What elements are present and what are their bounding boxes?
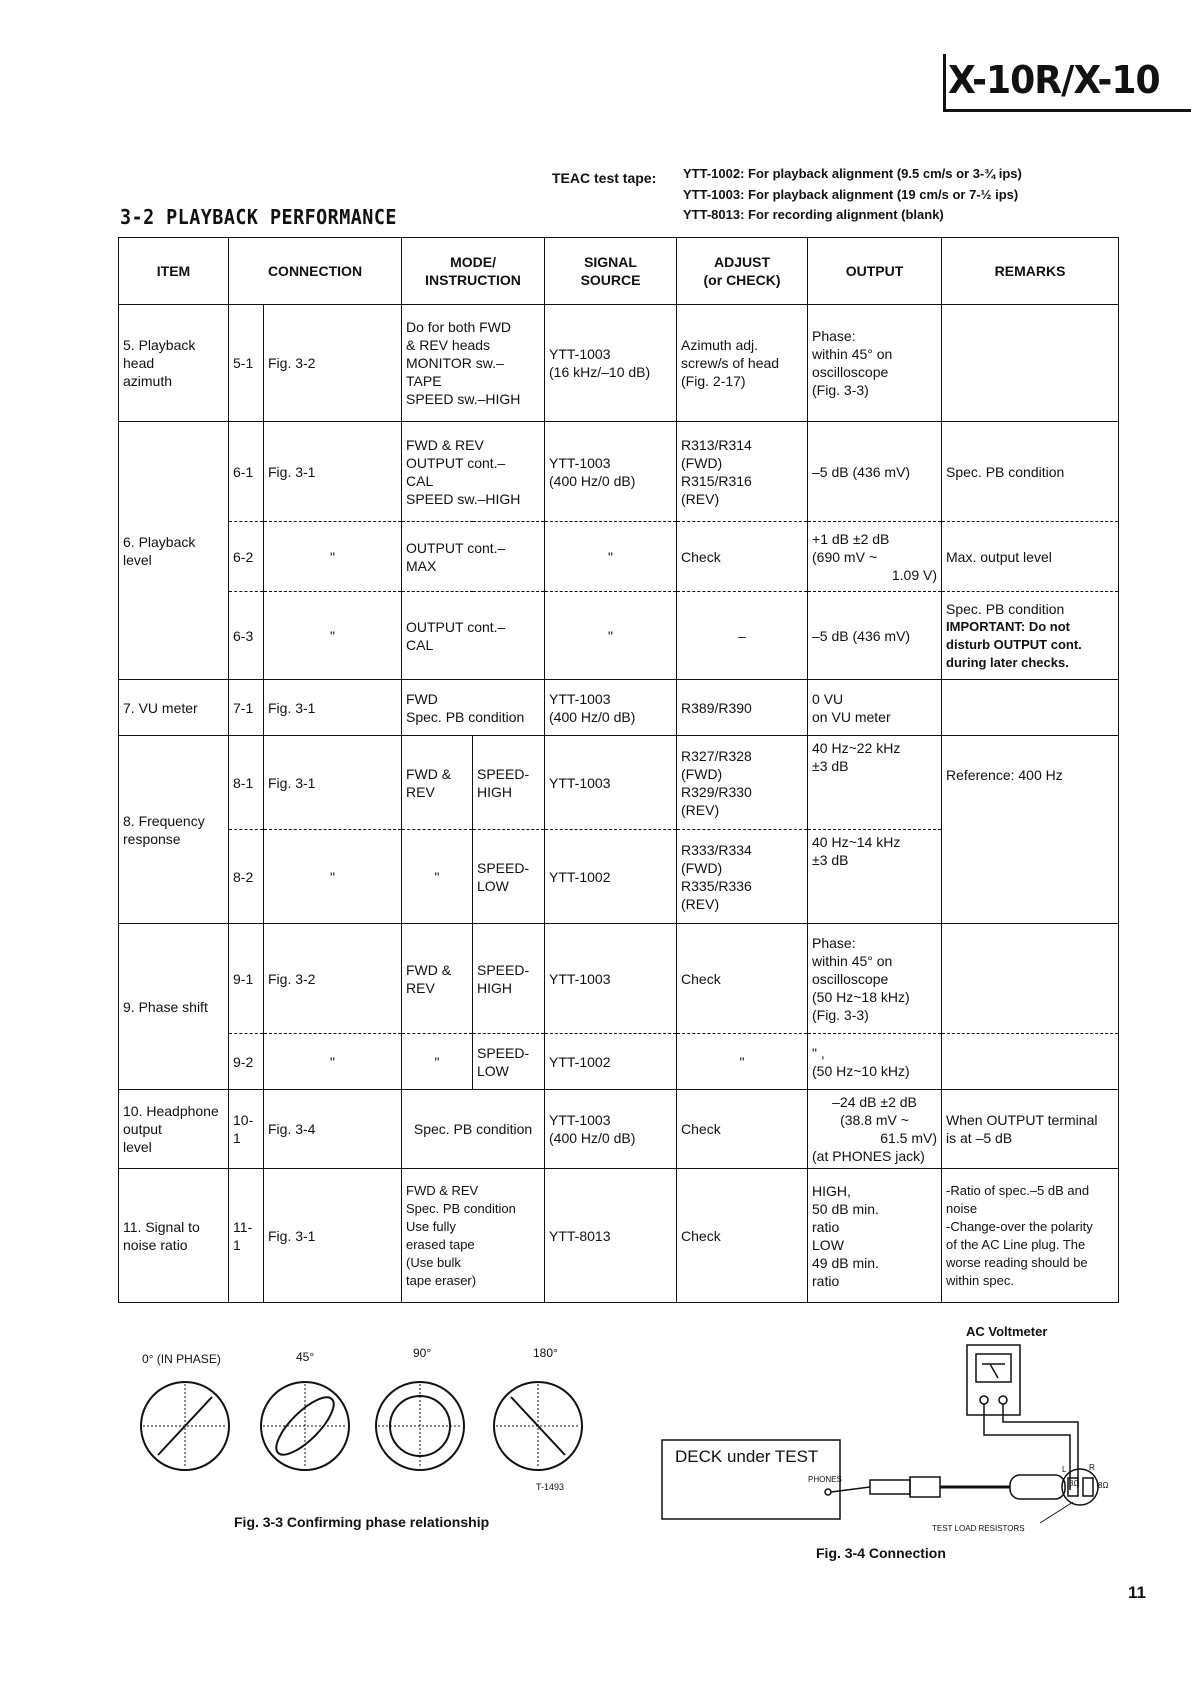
remarks-cell: Spec. PB condition — [942, 422, 1119, 522]
adjust-cell: R313/R314 (FWD) R315/R316 (REV) — [677, 422, 808, 522]
phase-90-scope — [376, 1382, 464, 1470]
signal-cell: YTT-1003 — [545, 736, 677, 830]
remarks-cell — [942, 924, 1119, 1034]
table-row — [119, 680, 1119, 736]
playback-performance-table — [118, 237, 1119, 1303]
adjust-cell: Check — [677, 924, 808, 1034]
remarks-cell: Reference: 400 Hz — [942, 736, 1119, 924]
step-cell: 10-1 — [229, 1090, 264, 1169]
fig-3-3-caption: Fig. 3-3 Confirming phase relationship — [234, 1514, 490, 1530]
output-cell: HIGH, 50 dB min. ratio LOW 49 dB min. ratio — [808, 1169, 942, 1303]
signal-cell: YTT-1002 — [545, 830, 677, 924]
step-cell: 6-2 — [229, 522, 264, 592]
figure-cell: Fig. 3-1 — [264, 680, 402, 736]
table-row — [119, 522, 1119, 592]
output-line: 61.5 mV) — [880, 1130, 938, 1146]
signal-cell: YTT-1003 — [545, 924, 677, 1034]
output-line: 1.09 V) — [891, 566, 938, 583]
phase-label-0: 0° (IN PHASE) — [142, 1352, 221, 1366]
signal-cell: YTT-1003 (400 Hz/0 dB) — [545, 680, 677, 736]
header-item: ITEM — [119, 238, 229, 305]
output-line: (at PHONES jack) — [812, 1148, 925, 1164]
remarks-line: Spec. PB condition — [946, 600, 1065, 617]
step-cell: 11-1 — [229, 1169, 264, 1303]
step-cell: 5-1 — [229, 305, 264, 422]
signal-cell: YTT-1002 — [545, 1034, 677, 1090]
section-title: 3-2 PLAYBACK PERFORMANCE — [120, 205, 397, 229]
signal-cell: YTT-1003 (400 Hz/0 dB) — [545, 1090, 677, 1169]
adjust-cell: Azimuth adj. screw/s of head (Fig. 2-17) — [677, 305, 808, 422]
signal-cell: YTT-8013 — [545, 1169, 677, 1303]
test-tape-line: YTT-8013: For recording alignment (blank) — [683, 207, 944, 222]
deck-under-test-label: DECK under TEST — [675, 1447, 819, 1466]
figure-cell: Fig. 3-2 — [264, 924, 402, 1034]
mode-direction-cell: FWD & REV — [402, 736, 473, 830]
ac-voltmeter — [967, 1345, 1020, 1415]
test-tape-line: YTT-1003: For playback alignment (19 cm/s or 7-½ ips) — [683, 187, 1019, 202]
figure-cell: " — [264, 522, 402, 592]
step-cell: 6-1 — [229, 422, 264, 522]
header-mode: MODE/ INSTRUCTION — [402, 238, 545, 305]
mode-cell: FWD & REV OUTPUT cont.– CAL SPEED sw.–HIGH — [402, 422, 545, 522]
output-cell: Phase: within 45° on oscilloscope (50 Hz~18 kHz) (Fig. 3-3) — [808, 924, 942, 1034]
table-row — [119, 924, 1119, 1034]
step-cell: 8-2 — [229, 830, 264, 924]
header-connection: CONNECTION — [229, 238, 402, 305]
figure-cell: " — [264, 592, 402, 680]
header-rule-vertical — [943, 54, 946, 112]
item-cell: 8. Frequency response — [119, 736, 229, 924]
item-cell: 7. VU meter — [119, 680, 229, 736]
table-header-row — [119, 238, 1119, 305]
figure-cell: Fig. 3-1 — [264, 1169, 402, 1303]
mode-cell: OUTPUT cont.– MAX — [402, 522, 545, 592]
phones-label: PHONES — [808, 1475, 842, 1484]
phase-oscilloscope-diagrams — [130, 1375, 590, 1485]
lead-r-label: R — [1089, 1463, 1095, 1472]
output-cell: 40 Hz~22 kHz ±3 dB — [808, 736, 942, 830]
figure-cell: Fig. 3-4 — [264, 1090, 402, 1169]
table-row — [119, 305, 1119, 422]
remarks-cell — [942, 305, 1119, 422]
adjust-cell: " — [677, 1034, 808, 1090]
mode-direction-cell: FWD & REV — [402, 924, 473, 1034]
step-cell: 7-1 — [229, 680, 264, 736]
remarks-cell — [942, 680, 1119, 736]
figure-cell: Fig. 3-1 — [264, 736, 402, 830]
mode-cell: Do for both FWD & REV heads MONITOR sw.– TAPE SPEED sw.–HIGH — [402, 305, 545, 422]
header-remarks: REMARKS — [942, 238, 1119, 305]
figure-cell: Fig. 3-1 — [264, 422, 402, 522]
figure-cell: " — [264, 830, 402, 924]
test-tape-label: TEAC test tape: — [552, 170, 657, 186]
step-cell: 8-1 — [229, 736, 264, 830]
signal-cell: YTT-1003 (16 kHz/–10 dB) — [545, 305, 677, 422]
phase-180-scope — [494, 1382, 582, 1470]
step-cell: 9-1 — [229, 924, 264, 1034]
output-cell: 40 Hz~14 kHz ±3 dB — [808, 830, 942, 924]
resistor-value-label: 8Ω — [1069, 1479, 1080, 1488]
signal-cell: YTT-1003 (400 Hz/0 dB) — [545, 422, 677, 522]
output-line: +1 dB ±2 dB (690 mV ~ — [812, 530, 890, 565]
mode-cell: OUTPUT cont.– CAL — [402, 592, 545, 680]
output-line: –24 dB ±2 dB (38.8 mV ~ — [832, 1094, 917, 1128]
remarks-cell: -Ratio of spec.–5 dB and noise -Change-over the polarity of the AC Line plug. The worse reading should be within spec. — [942, 1169, 1119, 1303]
item-cell: 11. Signal to noise ratio — [119, 1169, 229, 1303]
step-cell: 9-2 — [229, 1034, 264, 1090]
remarks-cell: Max. output level — [942, 522, 1119, 592]
remarks-cell — [942, 592, 1119, 680]
adjust-cell: R327/R328 (FWD) R329/R330 (REV) — [677, 736, 808, 830]
adjust-cell: – — [677, 592, 808, 680]
page-number: 11 — [1128, 1583, 1146, 1602]
header-adjust: ADJUST (or CHECK) — [677, 238, 808, 305]
mode-cell: Spec. PB condition — [402, 1090, 545, 1169]
item-cell: 5. Playback head azimuth — [119, 305, 229, 422]
table-row — [119, 1034, 1119, 1090]
signal-cell: " — [545, 522, 677, 592]
table-row — [119, 1169, 1119, 1303]
output-cell: 0 VU on VU meter — [808, 680, 942, 736]
phase-label-45: 45° — [296, 1350, 315, 1364]
adjust-cell: R389/R390 — [677, 680, 808, 736]
adjust-cell: R333/R334 (FWD) R335/R336 (REV) — [677, 830, 808, 924]
table-row — [119, 736, 1119, 830]
item-cell: 6. Playback level — [119, 422, 229, 680]
mode-cell: FWD Spec. PB condition — [402, 680, 545, 736]
figure-cell: Fig. 3-2 — [264, 305, 402, 422]
mode-cell: FWD & REV Spec. PB condition Use fully erased tape (Use bulk tape eraser) — [402, 1169, 545, 1303]
remarks-cell: When OUTPUT terminal is at –5 dB — [942, 1090, 1119, 1169]
adjust-cell: Check — [677, 1090, 808, 1169]
connection-diagram — [660, 1340, 1130, 1540]
table-row — [119, 592, 1119, 680]
model-title: X-10R/X-10 — [948, 58, 1160, 102]
item-cell: 10. Headphone output level — [119, 1090, 229, 1169]
mode-speed-cell: SPEED- HIGH — [473, 736, 545, 830]
phase-45-scope — [261, 1382, 349, 1470]
important-note: IMPORTANT: Do not disturb OUTPUT cont. during later checks. — [946, 618, 1082, 670]
figure-code: T-1493 — [536, 1482, 565, 1492]
adjust-cell: Check — [677, 522, 808, 592]
signal-cell: " — [545, 592, 677, 680]
phones-plug — [870, 1480, 910, 1494]
output-cell: –5 dB (436 mV) — [808, 592, 942, 680]
output-cell — [808, 522, 942, 592]
output-cell: –5 dB (436 mV) — [808, 422, 942, 522]
table-row — [119, 1090, 1119, 1169]
phase-label-90: 90° — [413, 1346, 432, 1360]
test-load-resistors-label: TEST LOAD RESISTORS — [932, 1524, 1025, 1533]
table-row — [119, 422, 1119, 522]
resistor-value-label: 8Ω — [1098, 1481, 1109, 1490]
output-cell — [808, 1090, 942, 1169]
ac-voltmeter-label: AC Voltmeter — [966, 1324, 1048, 1339]
phase-0-scope — [141, 1382, 229, 1470]
output-cell: " , (50 Hz~10 kHz) — [808, 1034, 942, 1090]
item-cell: 9. Phase shift — [119, 924, 229, 1090]
header-signal: SIGNAL SOURCE — [545, 238, 677, 305]
test-tape-line: YTT-1002: For playback alignment (9.5 cm/s or 3-¾ ips) — [683, 166, 1022, 181]
output-cell: Phase: within 45° on oscilloscope (Fig. 3-3) — [808, 305, 942, 422]
step-cell: 6-3 — [229, 592, 264, 680]
mode-direction-cell: " — [402, 830, 473, 924]
lead-l-label: L — [1062, 1465, 1067, 1474]
mode-direction-cell: " — [402, 1034, 473, 1090]
header-rule-horizontal — [943, 109, 1191, 112]
fig-3-4-caption: Fig. 3-4 Connection — [816, 1545, 946, 1561]
mode-speed-cell: SPEED- HIGH — [473, 924, 545, 1034]
figure-cell: " — [264, 1034, 402, 1090]
mode-speed-cell: SPEED- LOW — [473, 830, 545, 924]
remarks-cell — [942, 1034, 1119, 1090]
header-output: OUTPUT — [808, 238, 942, 305]
adjust-cell: Check — [677, 1169, 808, 1303]
phase-label-180: 180° — [533, 1346, 558, 1360]
mode-speed-cell: SPEED- LOW — [473, 1034, 545, 1090]
